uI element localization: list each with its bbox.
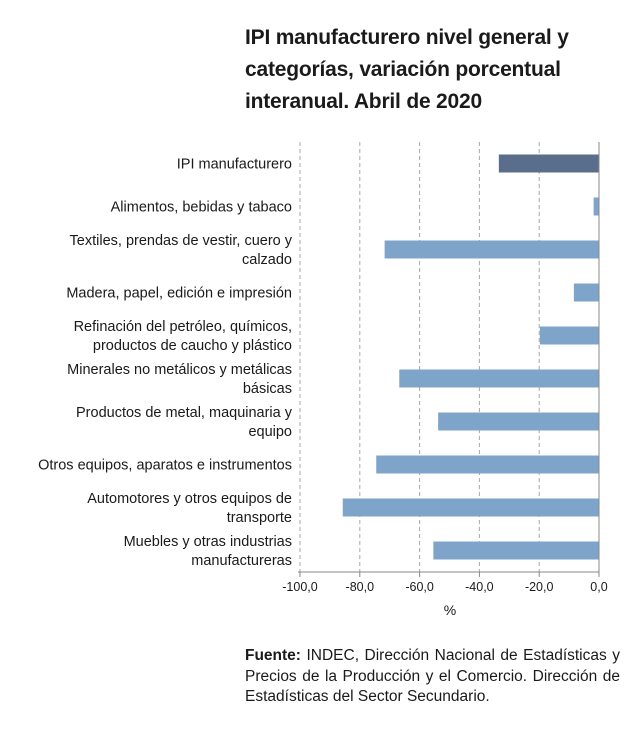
category-label-line: Textiles, prendas de vestir, cuero y	[69, 233, 292, 249]
bar	[376, 456, 599, 474]
chart-title-line-2: categorías, variación porcentual	[245, 58, 561, 81]
chart-title-line-3: interanual. Abril de 2020	[245, 90, 482, 113]
bar	[433, 542, 599, 560]
source-text: INDEC, Dirección Nacional de Estadísticas y Precios de la Producción y el Comercio. Dirección de Estadísticas del Sector Secundario.	[245, 647, 620, 705]
bar	[594, 198, 599, 216]
category-label-line: Muebles y otras industrias	[123, 534, 292, 550]
category-label-line: transporte	[226, 510, 292, 526]
category-label-line: manufactureras	[191, 553, 292, 569]
x-tick-label: -80,0	[345, 580, 375, 594]
category-label-line: IPI manufacturero	[176, 156, 292, 173]
category-label-line: básicas	[242, 381, 292, 397]
bar	[399, 370, 599, 388]
category-label-line: Alimentos, bebidas y tabaco	[110, 199, 292, 216]
chart-title-line-1: IPI manufacturero nivel general y	[245, 26, 569, 49]
category-label	[74, 319, 292, 354]
category-label	[66, 286, 292, 302]
category-label	[70, 233, 293, 268]
category-label	[111, 200, 292, 216]
bars	[343, 155, 599, 560]
category-label	[124, 534, 292, 569]
category-labels	[38, 157, 293, 570]
category-label	[76, 405, 293, 440]
category-label-line: Otros equipos, aparatos e instrumentos	[38, 457, 292, 474]
category-label	[87, 491, 292, 526]
bar	[438, 413, 599, 431]
x-tick-label: -20,0	[524, 580, 554, 594]
category-label-line: calzado	[242, 252, 292, 268]
x-axis-label: %	[443, 602, 457, 618]
category-label-line: Madera, papel, edición e impresión	[66, 285, 292, 302]
bar	[385, 241, 599, 259]
bar	[574, 284, 599, 302]
x-tick-label: -40,0	[465, 580, 494, 594]
category-label	[38, 458, 292, 474]
bar	[499, 155, 599, 173]
bar	[540, 327, 599, 345]
category-label	[67, 362, 292, 397]
category-label-line: productos de caucho y plástico	[92, 338, 292, 354]
category-label-line: equipo	[248, 424, 292, 440]
category-label-line: Productos de metal, maquinaria y	[76, 405, 292, 421]
x-axis	[282, 142, 607, 594]
category-label-line: Refinación del petróleo, químicos,	[73, 319, 292, 335]
category-label-line: Automotores y otros equipos de	[87, 491, 292, 507]
x-tick-label: 0,0	[590, 580, 608, 594]
category-label	[177, 157, 292, 173]
source-label: Fuente:	[245, 647, 301, 664]
category-label-line: Minerales no metálicos y metálicas	[67, 362, 292, 378]
source-note	[245, 646, 620, 708]
x-tick-label: -100,0	[282, 580, 318, 594]
bar	[343, 499, 599, 517]
x-tick-label: -60,0	[405, 580, 434, 594]
